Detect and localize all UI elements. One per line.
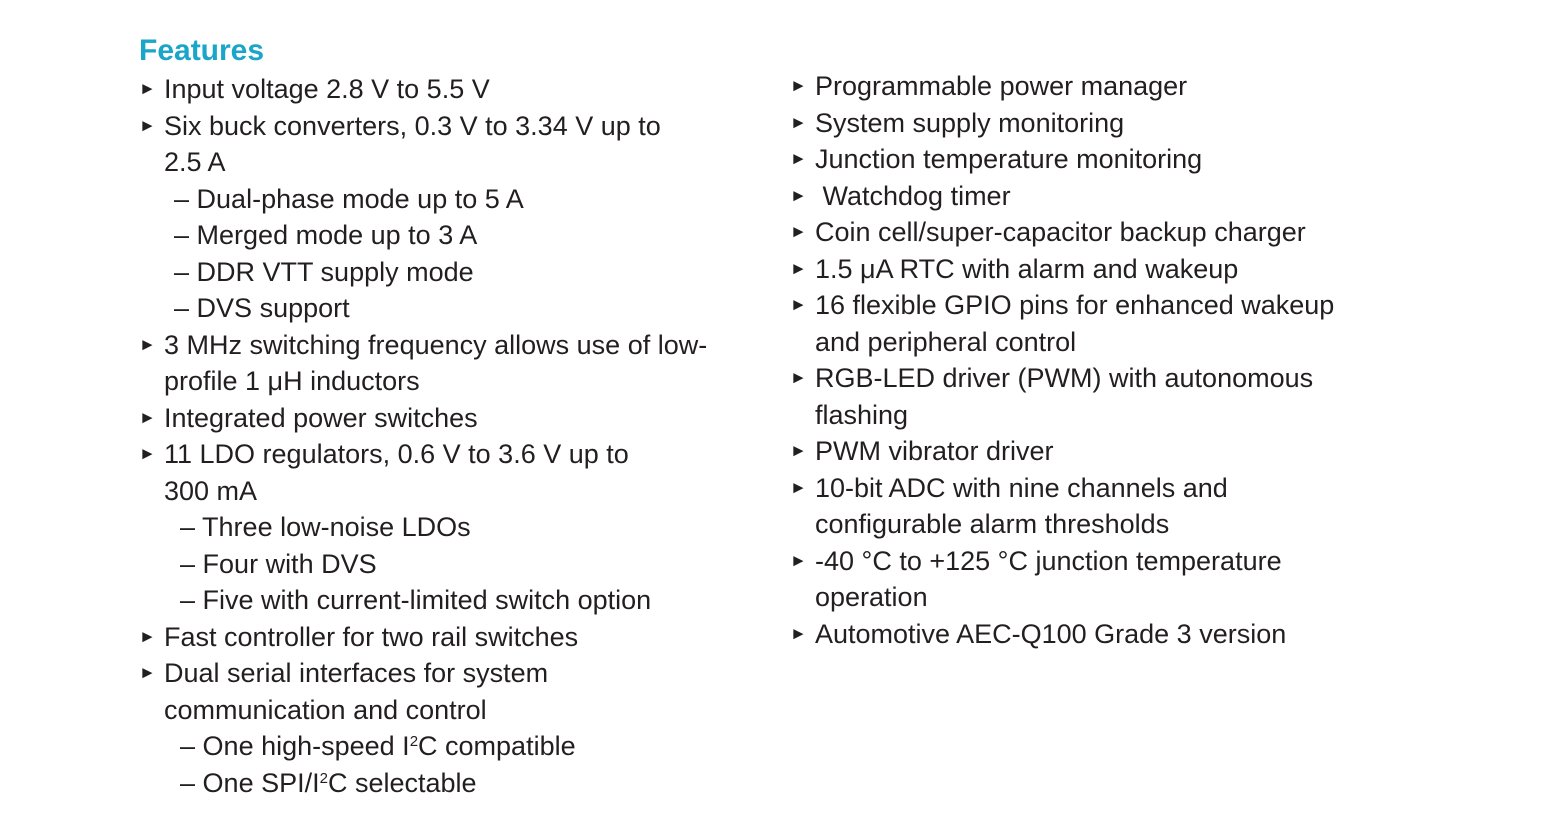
dash-marker: – [174,293,190,323]
feature-subitem-text: Three low-noise LDOs [202,512,471,542]
feature-text: Fast controller for two rail switches [164,621,579,652]
feature-text: operation [815,582,928,612]
feature-text: and peripheral control [815,326,1077,357]
bullet-arrow-icon: ► [139,334,156,354]
bullet-arrow-icon: ► [790,185,807,205]
dash-marker: – [180,585,196,615]
feature-text: 3 MHz switching frequency allows use of low- [164,329,708,360]
dash-marker: – [180,767,196,798]
feature-item [790,141,1430,178]
feature-subitem-text: Merged mode up to 3 A [196,220,478,250]
bullet-arrow-icon: ► [790,550,807,570]
feature-text: Programmable power manager [815,71,1188,101]
feature-item [790,105,1430,142]
feature-item [790,251,1430,288]
feature-text: 1.5 μA RTC with alarm and wakeup [815,253,1239,284]
bullet-arrow-icon: ► [790,112,807,132]
feature-subitem [139,765,779,802]
features-list-left [139,71,779,801]
feature-text: communication and control [164,694,487,725]
feature-subitem [139,290,779,327]
feature-text: 2.5 A [164,147,226,177]
feature-text: Dual serial interfaces for system [164,658,549,688]
feature-text: 10-bit ADC with nine channels and [815,472,1228,503]
bullet-arrow-icon: ► [790,149,807,168]
bullet-arrow-icon: ► [790,441,807,460]
bullet-arrow-icon: ► [139,407,156,427]
feature-text: Coin cell/super-capacitor backup charger [815,217,1306,247]
feature-text: profile 1 μH inductors [164,366,420,396]
bullet-arrow-icon: ► [790,76,807,95]
feature-text: 300 mA [164,475,258,506]
feature-text: Automotive AEC-Q100 Grade 3 version [815,618,1287,649]
feature-subitem-text: Dual-phase mode up to 5 A [196,183,524,214]
dash-marker: – [180,731,196,761]
feature-item [790,214,1430,251]
feature-text: 16 flexible GPIO pins for enhanced wakeup [815,290,1335,320]
feature-item [790,616,1430,653]
feature-subitem [139,509,779,546]
feature-item [790,360,1430,433]
feature-item [139,71,779,108]
feature-subitem-text: C selectable [327,767,477,798]
dash-marker: – [174,183,190,214]
feature-text: Watchdog timer [815,180,1011,211]
feature-subitem-text: Five with current-limited switch option [202,585,652,615]
feature-subitem-text: DVS support [196,293,350,323]
features-list-right [790,68,1430,652]
feature-item [790,543,1430,616]
feature-subitem [139,546,779,583]
superscript: 2 [319,769,328,787]
feature-subitem [139,181,779,218]
features-heading: Features [139,34,265,67]
feature-subitem-text: C compatible [418,731,576,761]
feature-item [139,327,779,400]
bullet-arrow-icon: ► [790,295,807,314]
feature-text: System supply monitoring [815,107,1125,138]
dash-marker: – [174,256,190,287]
feature-subitem-text: Four with DVS [202,548,377,579]
feature-text: Six buck converters, 0.3 V to 3.34 V up to [164,110,661,141]
feature-subitem [139,254,779,291]
bullet-arrow-icon: ► [139,663,156,682]
feature-item [790,178,1430,215]
feature-item [139,400,779,437]
feature-item [790,433,1430,470]
bullet-arrow-icon: ► [790,222,807,241]
bullet-arrow-icon: ► [139,626,156,646]
bullet-arrow-icon: ► [790,477,807,497]
superscript: 2 [409,733,419,750]
feature-item [139,655,779,728]
feature-subitem [139,582,779,619]
dash-marker: – [174,220,190,250]
feature-subitem [139,728,779,765]
feature-subitem-text: One SPI/I [202,767,320,798]
feature-item [790,68,1430,105]
feature-subitem-text: DDR VTT supply mode [196,256,474,287]
bullet-arrow-icon: ► [139,79,156,98]
feature-text: -40 °C to +125 °C junction temperature [815,545,1282,576]
feature-subitem-text: One high-speed I [202,731,410,761]
dash-marker: – [180,548,196,579]
feature-item [790,470,1430,543]
bullet-arrow-icon: ► [139,115,156,135]
feature-item [790,287,1430,360]
feature-text: Integrated power switches [164,402,478,433]
feature-text: flashing [815,399,909,430]
feature-text: PWM vibrator driver [815,436,1054,466]
bullet-arrow-icon: ► [139,444,156,463]
feature-subitem [139,217,779,254]
feature-text: RGB-LED driver (PWM) with autonomous [815,363,1314,393]
feature-item [139,436,779,509]
feature-item [139,619,779,656]
bullet-arrow-icon: ► [790,258,807,278]
feature-text: Input voltage 2.8 V to 5.5 V [164,74,490,104]
feature-text: 11 LDO regulators, 0.6 V to 3.6 V up to [164,439,629,469]
feature-item [139,108,779,181]
bullet-arrow-icon: ► [790,623,807,643]
dash-marker: – [180,512,196,542]
feature-text: Junction temperature monitoring [815,144,1203,174]
bullet-arrow-icon: ► [790,368,807,387]
feature-text: configurable alarm thresholds [815,509,1170,539]
